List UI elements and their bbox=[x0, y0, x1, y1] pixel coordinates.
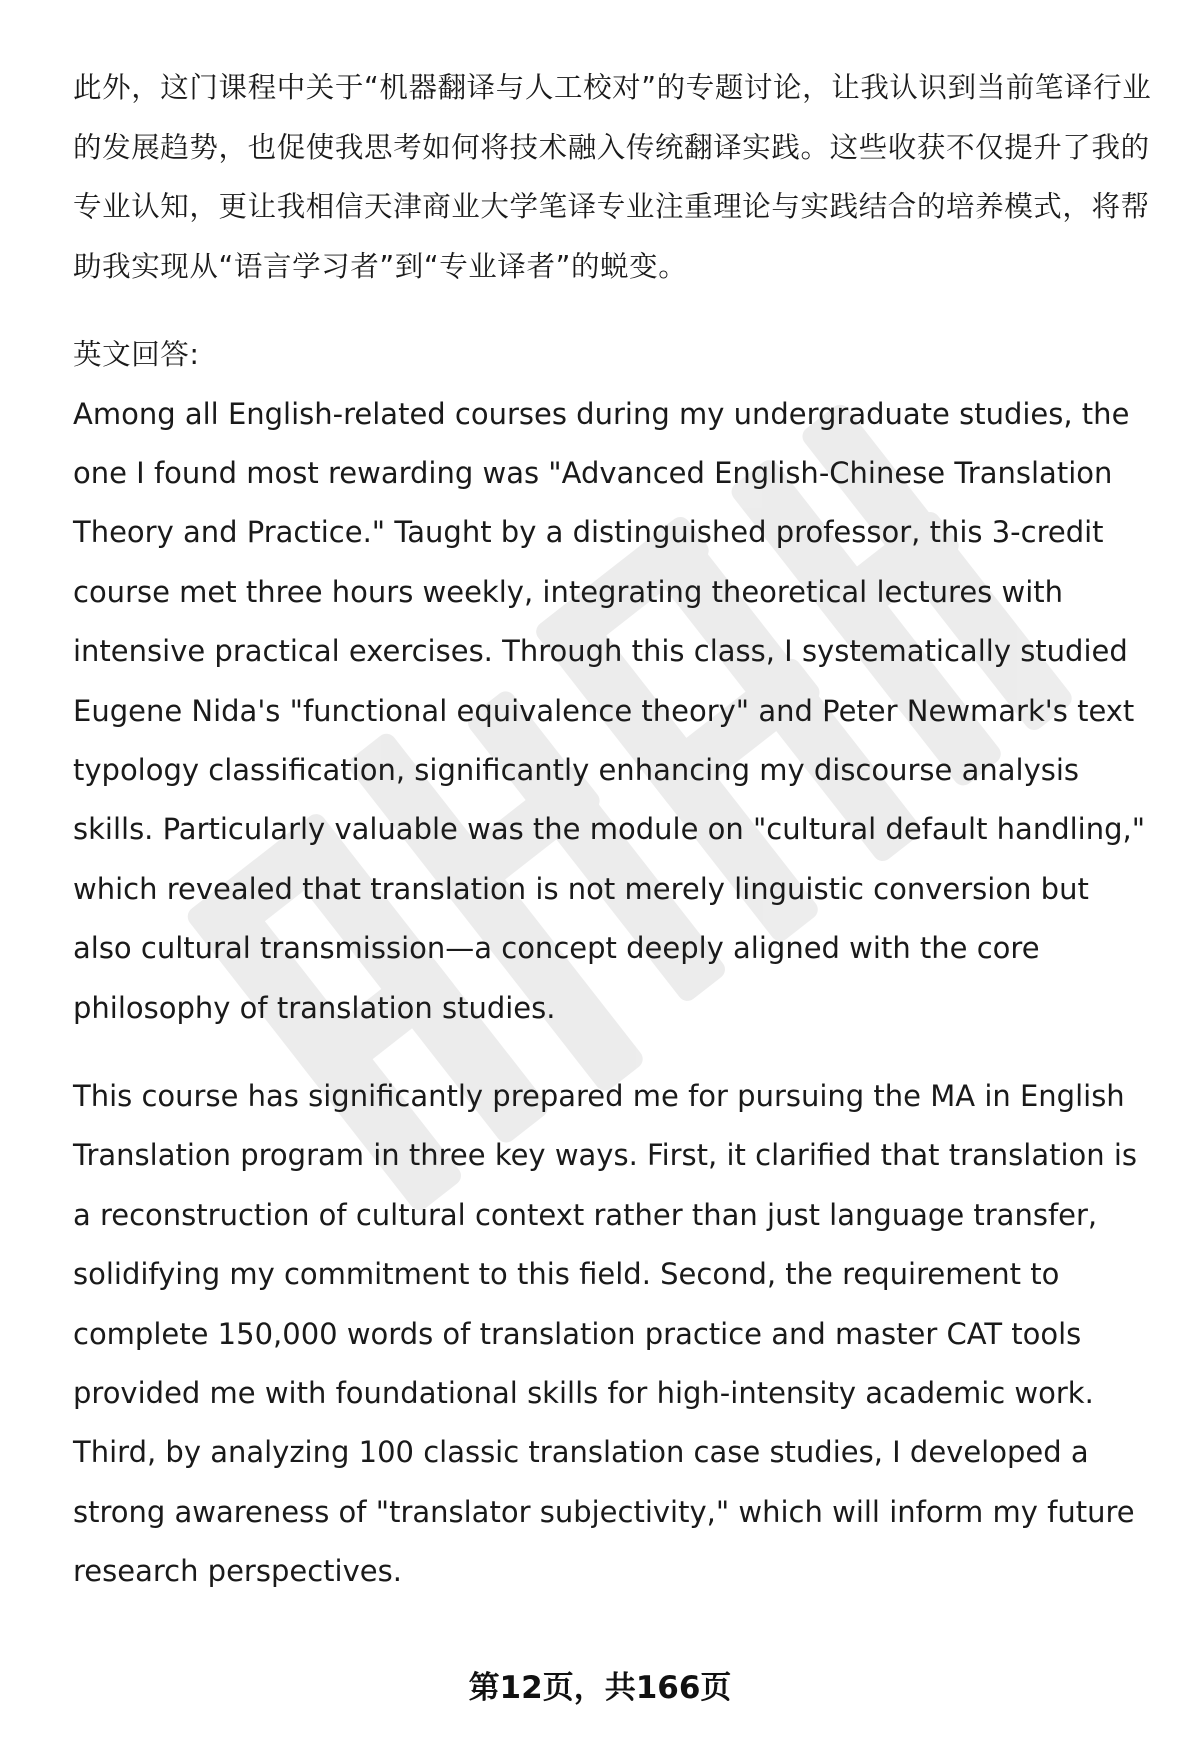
english-paragraph-2: This course has significantly prepared me for pursuing the MA in English Translation program in three key ways. First, it clarified that translation is a reconstruction of cultural context rather than just language transfer, solidifying my commitment to this field. Second, the requirement to complete 150,000 words of translation practice and master CAT tools provided me with foundational skills for high-intensity academic work. Third, by analyzing 100 classic translation case studies, I developed a strong awareness of "translator subjectivity," which will inform my future research perspectives. bbox=[73, 1078, 1138, 1589]
document-body bbox=[73, 58, 1153, 1602]
page-number: 第12页，共166页 bbox=[468, 1670, 732, 1706]
chinese-paragraph: 此外，这门课程中关于“机器翻译与人工校对”的专题讨论，让我认识到当前笔译行业的发展趋势，也促使我思考如何将技术融入传统翻译实践。这些收获不仅提升了我的专业认知，更让我相信天津商业大学笔译专业注重理论与实践结合的培养模式，将帮助我实现从“语言学习者”到“专业译者”的蜕变。 bbox=[73, 71, 1152, 283]
english-answer-heading: 英文回答: bbox=[73, 338, 200, 371]
english-paragraph-1: Among all English-related courses during my undergraduate studies, the one I found most rewarding was "Advanced English-Chinese Translation Theory and Practice." Taught by a distinguished professor, this 3-credit course met three hours weekly, integrating theoretical lectures with intensive practical exercises. Through this class, I systematically studied Eugene Nida's "functional equivalence theory" and Peter Newmark's text typology classification, significantly enhancing my discourse analysis skills. Particularly valuable was the module on "cultural default handling," which revealed that translation is not merely linguistic conversion but also cultural transmission—a concept deeply aligned with the core philosophy of translation studies. bbox=[73, 396, 1146, 1025]
